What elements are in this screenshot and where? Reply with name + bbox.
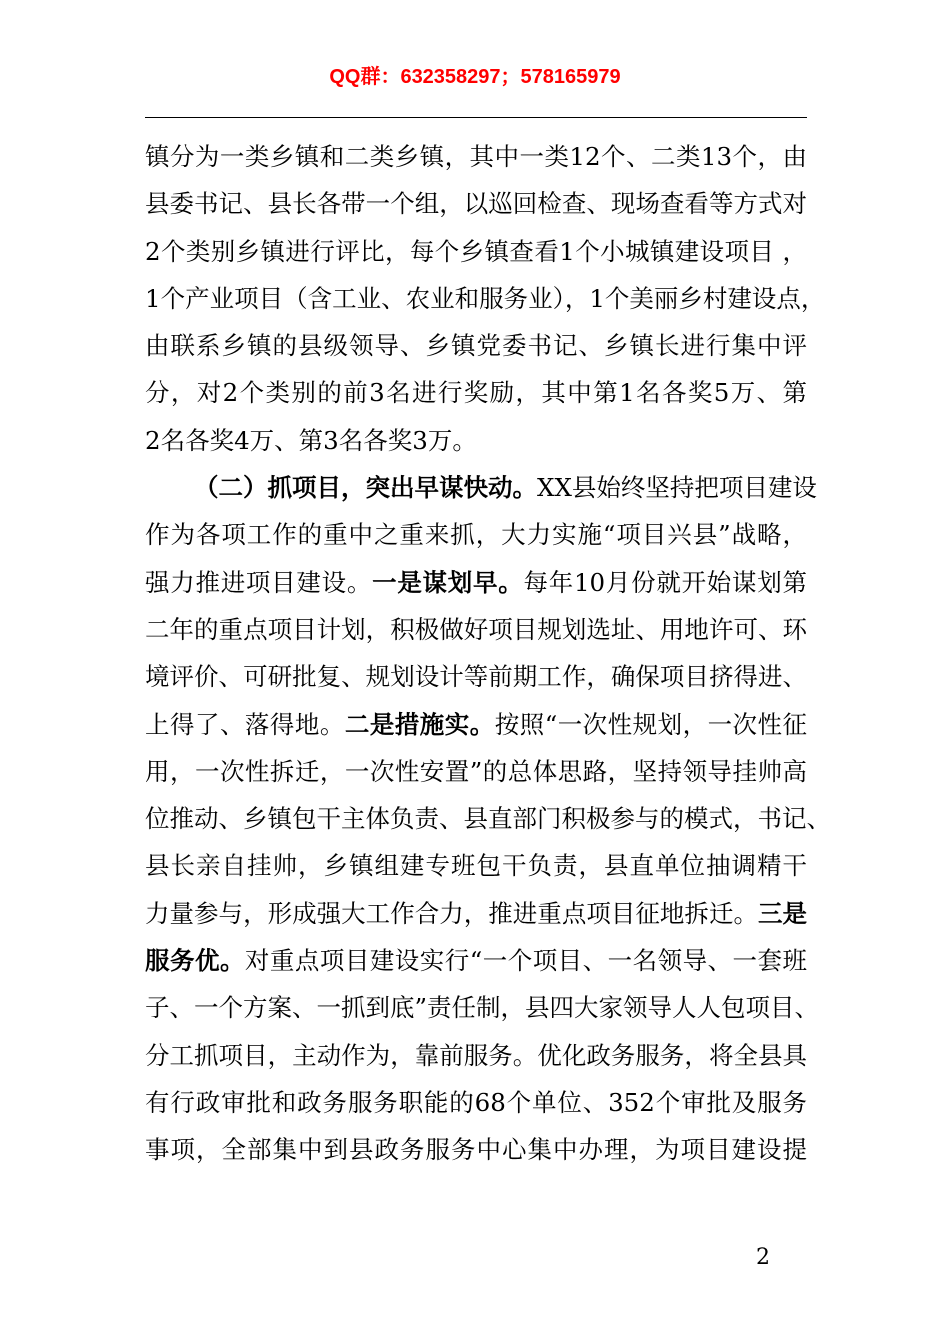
- text-line: 1个产业项目（含工业、农业和服务业），1个美丽乡村建设点，: [145, 283, 826, 313]
- point-heading: 一是谋划早。: [372, 567, 524, 597]
- document-body: [145, 133, 831, 1174]
- text-line: 上得了、落得地。二是措施实。按照“一次性规划，一次性征: [145, 709, 808, 739]
- text-line: 县委书记、县长各带一个组，以巡回检查、现场查看等方式对: [145, 189, 807, 219]
- text-line: 有行政审批和政务服务职能的68个单位、352个审批及服务: [145, 1087, 807, 1117]
- text-line: 服务优。对重点项目建设实行“一个项目、一名领导、一套班: [145, 946, 807, 976]
- text-line: 事项，全部集中到县政务服务中心集中办理，为项目建设提: [145, 1135, 807, 1165]
- text-line: 作为各项工作的重中之重来抓，大力实施“项目兴县”战略，: [145, 520, 807, 550]
- text-line: 镇分为一类乡镇和二类乡镇，其中一类12个、二类13个，由: [145, 142, 807, 171]
- point-heading: 服务优。: [145, 946, 245, 976]
- section-heading-line: （二）抓项目，突出早谋快动。XX县始终坚持把项目建设: [194, 473, 817, 503]
- text-line: 位推动、乡镇包干主体负责、县直部门积极参与的模式，书记、: [145, 804, 831, 834]
- text-line: 2名各奖4万、第3名各奖3万。: [145, 425, 477, 455]
- section-heading: （二）抓项目，突出早谋快动。: [194, 473, 537, 503]
- header-watermark-text: QQ群：632358297；578165979: [329, 66, 621, 88]
- text-line: 用，一次性拆迁，一次性安置”的总体思路，坚持领导挂帅高: [145, 756, 807, 786]
- text-line: 强力推进项目建设。一是谋划早。每年10月份就开始谋划第: [145, 567, 807, 597]
- point-heading: 三是: [757, 898, 808, 928]
- text-line: 分，对2个类别的前3名进行奖励，其中第1名各奖5万、第: [145, 378, 807, 408]
- text-line: 2个类别乡镇进行评比，每个乡镇查看1个小城镇建设项目 ，: [145, 236, 807, 266]
- header-divider: [145, 117, 807, 118]
- text-line: 由联系乡镇的县级领导、乡镇党委书记、乡镇长进行集中评: [145, 331, 807, 361]
- point-heading: 二是措施实。: [344, 709, 495, 739]
- text-line: 力量参与，形成强大工作合力，推进重点项目征地拆迁。三是: [145, 898, 808, 928]
- text-line: 境评价、可研批复、规划设计等前期工作，确保项目挤得进、: [145, 662, 807, 692]
- text-line: 子、一个方案、一抓到底”责任制，县四大家领导人人包项目、: [145, 993, 820, 1023]
- page-number: 2: [756, 1245, 770, 1270]
- text-line: 二年的重点项目计划，积极做好项目规划选址、用地许可、环: [145, 614, 807, 644]
- text-line: 分工抓项目，主动作为，靠前服务。优化政务服务，将全县具: [145, 1040, 807, 1070]
- text-line: 县长亲自挂帅，乡镇组建专班包干负责，县直单位抽调精干: [145, 851, 807, 881]
